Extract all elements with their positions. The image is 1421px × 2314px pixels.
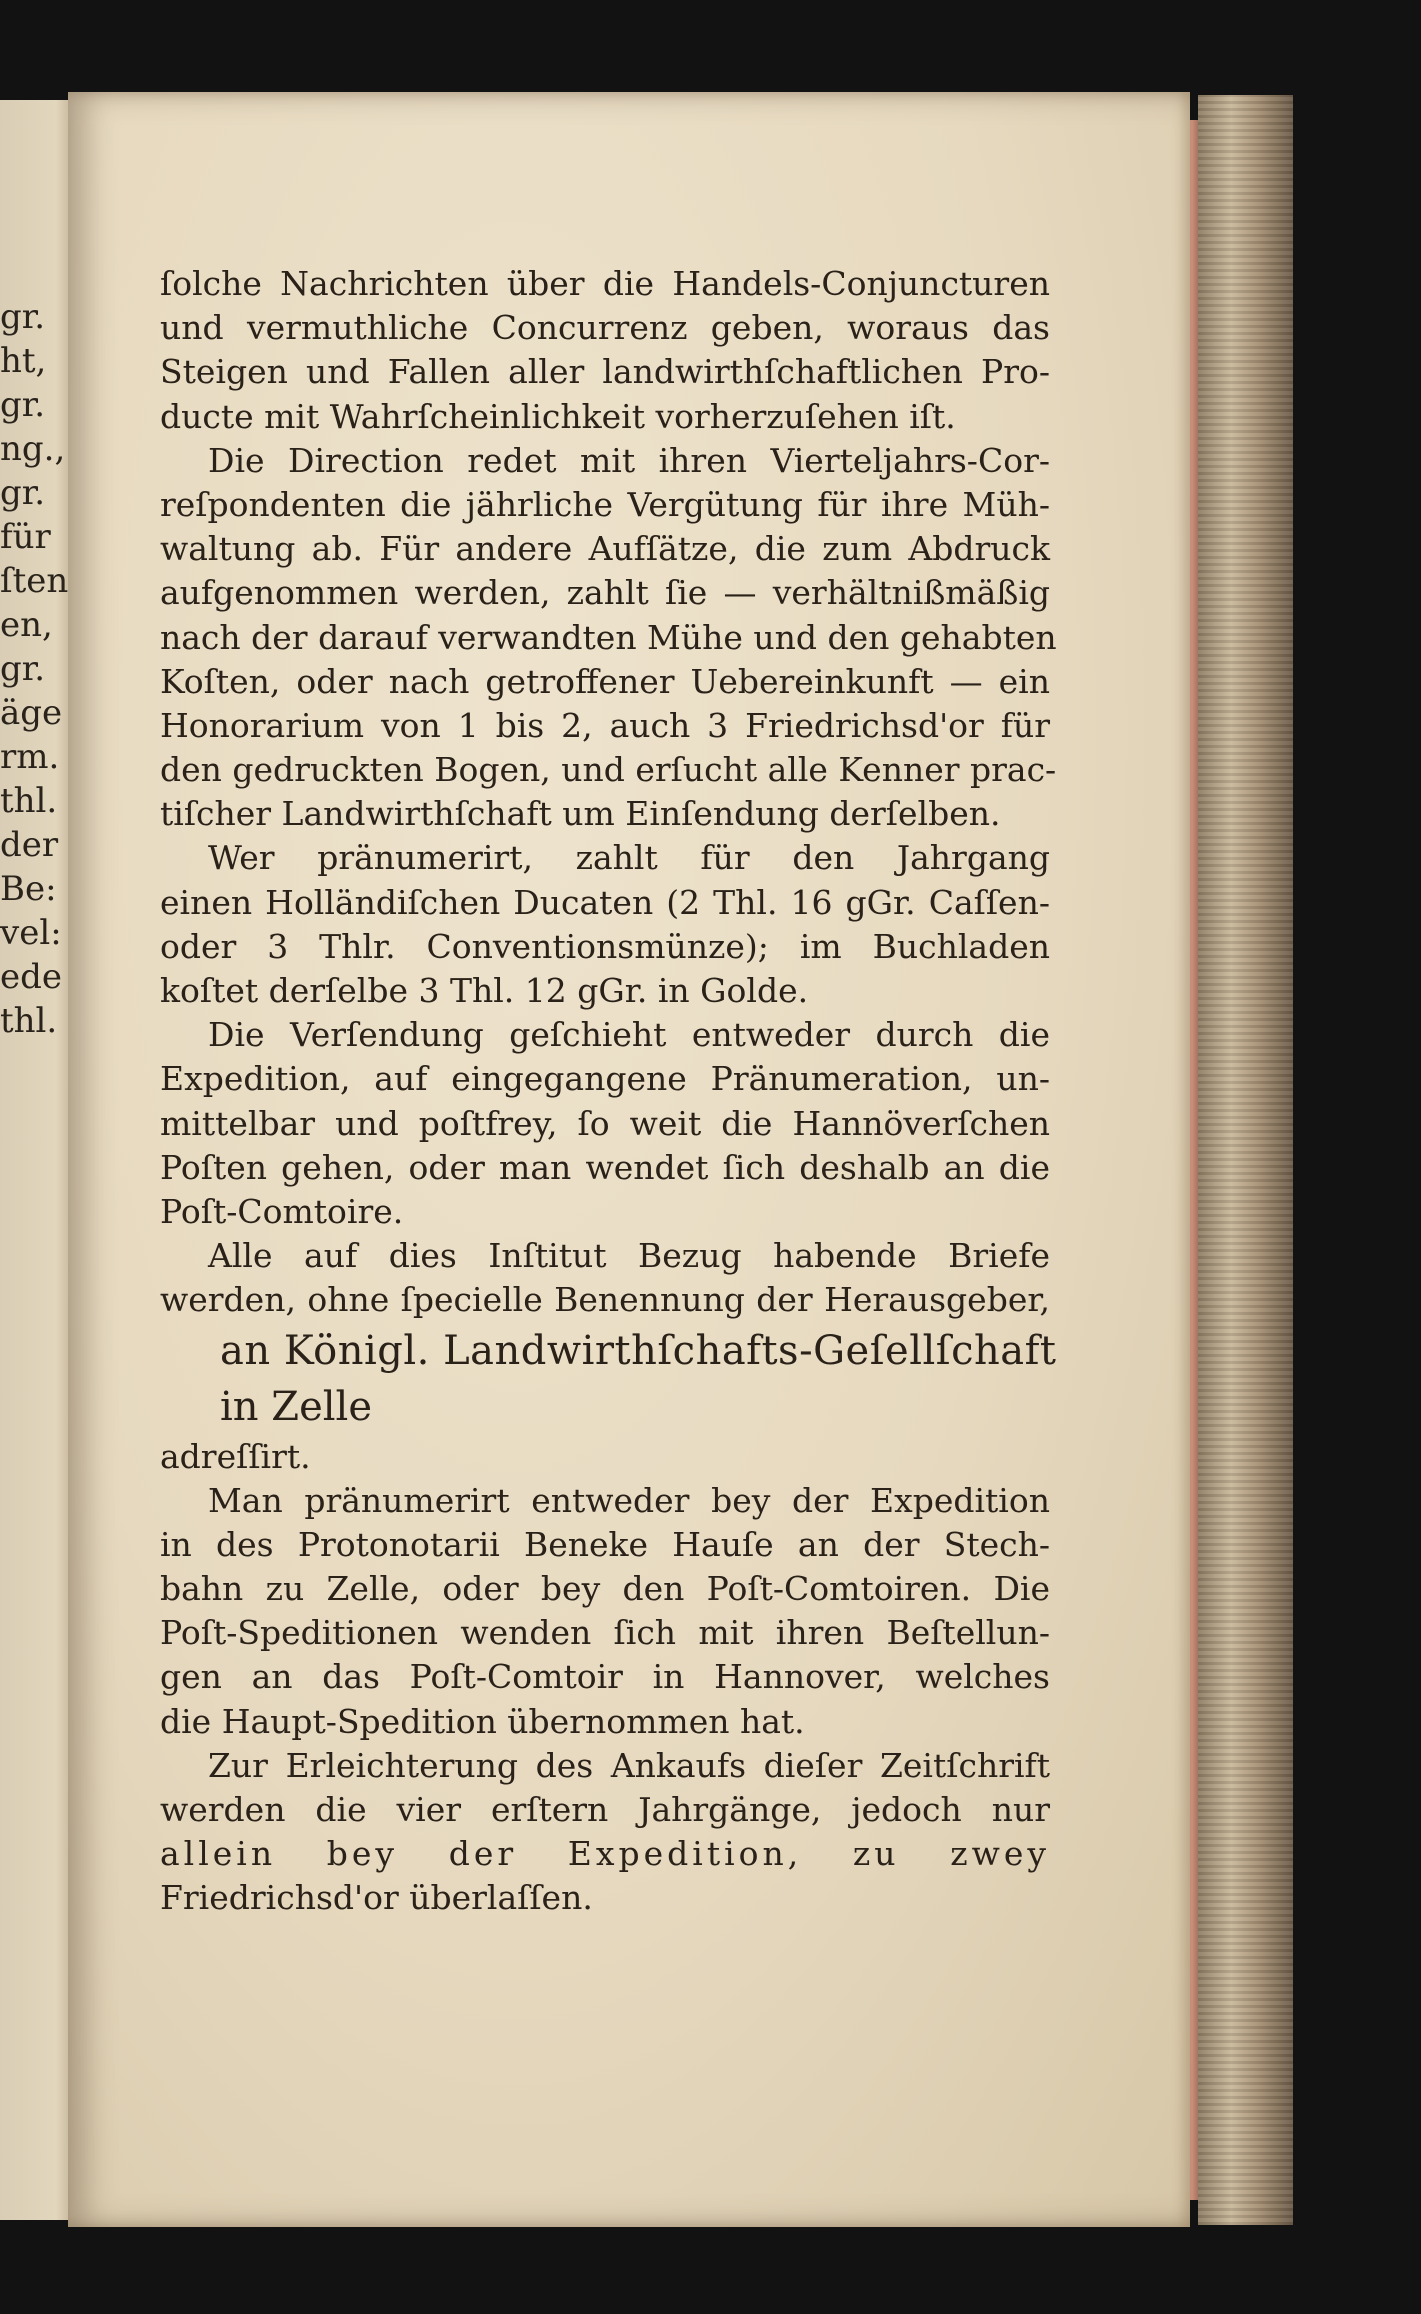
book-fore-edge: [1198, 95, 1293, 2225]
paragraph-start: Die Verſendung geſchieht entweder durch die: [208, 1015, 1050, 1055]
fragment-line: thl.: [0, 1001, 58, 1041]
fragment-line: thl.: [0, 781, 58, 821]
address-line: an Königl. Landwirthſchafts-Geſellſchaft: [220, 1327, 1057, 1374]
text-line: mittelbar und poſtfrey, ſo weit die Hannöverſchen: [160, 1103, 1050, 1143]
fragment-line: ht,: [0, 341, 47, 381]
text-line: Steigen und Fallen aller landwirthſchaftlichen Pro-: [160, 352, 1050, 392]
text-line: werden, ohne ſpecielle Benennung der Herausgeber,: [160, 1280, 1050, 1320]
paragraph-start: Zur Erleichterung des Ankaufs dieſer Zeitſchrift: [208, 1745, 1050, 1785]
text-line: Poſten gehen, oder man wendet ſich deshalb an die: [160, 1147, 1050, 1187]
text-line: Honorarium von 1 bis 2, auch 3 Friedrichsd'or für: [160, 705, 1050, 745]
text-line: allein bey der Expedition, zu zwey: [160, 1834, 1050, 1874]
text-line: in des Protonotarii Beneke Hauſe an der Stech-: [160, 1524, 1050, 1564]
text-line: bahn zu Zelle, oder bey den Poſt-Comtoiren. Die: [160, 1569, 1050, 1609]
text-line: ſolche Nachrichten über die Handels-Conjuncturen: [160, 264, 1050, 303]
fragment-line: ſten: [0, 561, 69, 601]
fragment-line: der: [0, 825, 59, 865]
facing-page-fragments: [0, 295, 72, 1043]
fragment-line: gr.: [0, 649, 46, 689]
fragment-line: vel:: [0, 913, 62, 953]
address-city: in Zelle: [220, 1383, 372, 1430]
paragraph-start: Alle auf dies Inſtitut Bezug habende Briefe: [208, 1236, 1050, 1276]
text-line: koſtet derſelbe 3 Thl. 12 gGr. in Golde.: [160, 971, 809, 1010]
text-line: Poſt-Speditionen wenden ſich mit ihren Beſtellun-: [160, 1613, 1050, 1653]
text-line: die Haupt-Spedition übernommen hat.: [160, 1701, 805, 1741]
text-line: oder 3 Thlr. Conventionsmünze); im Buchladen: [160, 926, 1050, 966]
fragment-line: für: [0, 517, 51, 557]
fragment-line: ede: [0, 957, 63, 997]
text-line: waltung ab. Für andere Aufſätze, die zum Abdruck: [160, 529, 1050, 569]
fragment-line: gr.: [0, 297, 46, 337]
text-line: gen an das Poſt-Comtoir in Hannover, welches: [160, 1657, 1050, 1697]
paragraph-start: Man pränumerirt entweder bey der Expedition: [208, 1480, 1050, 1520]
fragment-line: Be:: [0, 869, 57, 909]
text-line: Poſt-Comtoire.: [160, 1191, 404, 1231]
text-line: nach der darauf verwandten Mühe und den gehabten: [160, 617, 1057, 657]
paragraph-start: Wer pränumerirt, zahlt für den Jahrgang: [208, 838, 1050, 878]
text-line: reſpondenten die jährliche Vergütung für ihre Müh-: [160, 484, 1050, 524]
text-line: aufgenommen werden, zahlt ſie — verhältnißmäßig: [160, 573, 1050, 613]
text-line: und vermuthliche Concurrenz geben, woraus das: [160, 308, 1050, 348]
fragment-line: rm.: [0, 737, 60, 777]
text-line: adreſſirt.: [160, 1436, 311, 1476]
text-line: ducte mit Wahrſcheinlichkeit vorherzuſehen iſt.: [160, 396, 956, 436]
text-line: einen Holländiſchen Ducaten (2 Thl. 16 gGr. Caſſen-: [160, 882, 1050, 922]
text-line: werden die vier erſtern Jahrgänge, jedoch nur: [160, 1790, 1050, 1829]
fragment-line: gr.: [0, 473, 46, 513]
printed-page: [68, 92, 1190, 2227]
fragment-line: en,: [0, 605, 53, 645]
page-text: [160, 262, 1057, 1921]
fragment-line: äge: [0, 693, 63, 733]
paragraph-start: Die Direction redet mit ihren Vierteljahrs-Cor-: [208, 440, 1050, 480]
fragment-line: ng.,: [0, 429, 66, 469]
text-line: tiſcher Landwirthſchaft um Einſendung derſelben.: [160, 794, 1001, 834]
text-line: Friedrichsd'or überlaſſen.: [160, 1878, 593, 1918]
text-line: Expedition, auf eingegangene Pränumeration, un-: [160, 1059, 1050, 1099]
text-line: Koſten, oder nach getroffener Uebereinkunft — ein: [160, 661, 1050, 701]
fragment-line: gr.: [0, 385, 46, 425]
text-line: den gedruckten Bogen, und erſucht alle Kenner prac-: [160, 750, 1057, 790]
